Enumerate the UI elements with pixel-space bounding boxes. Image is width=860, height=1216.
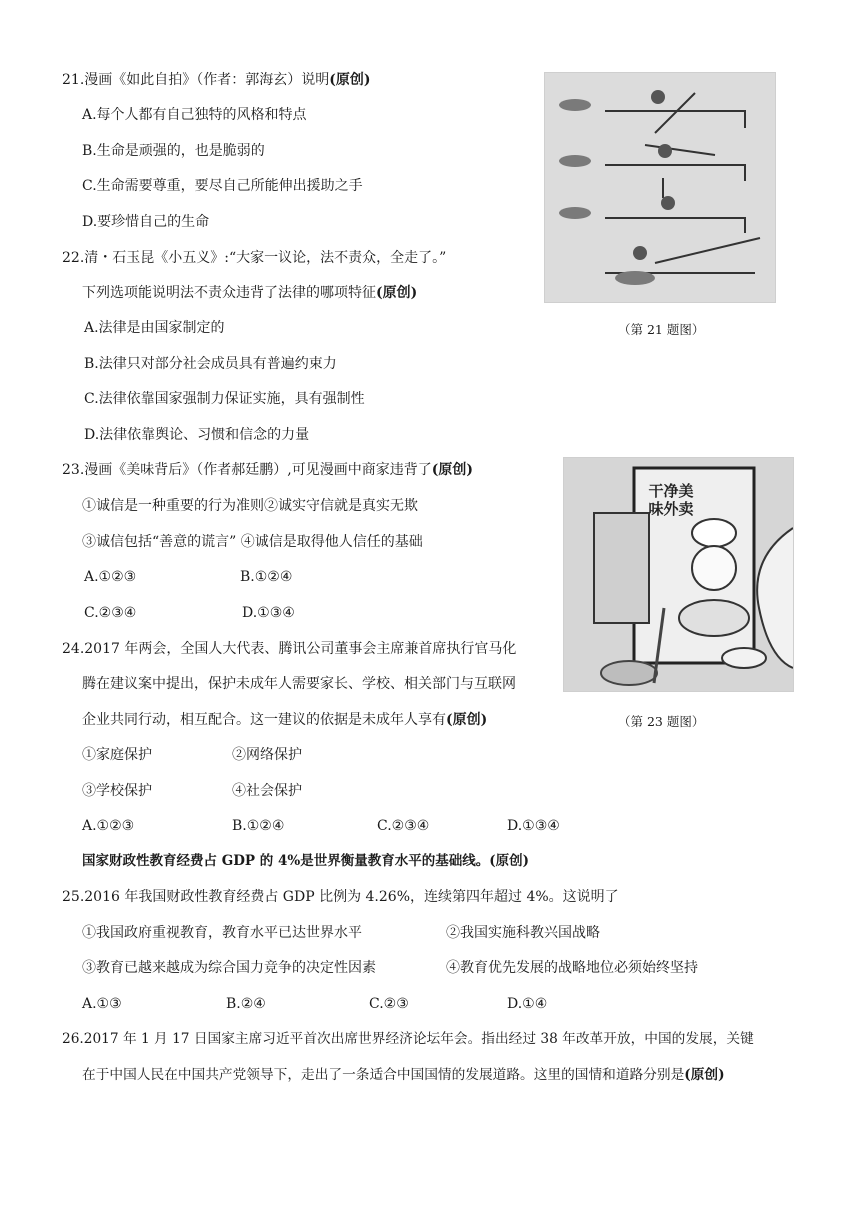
q22-option-b: B.法律只对部分社会成员具有普遍约束力 (84, 356, 337, 372)
fig23-caption: （第 23 题图） (618, 714, 705, 729)
q24-line-3: 企业共同行动，相互配合。这一建议的依据是未成年人享有(原创) (82, 712, 488, 728)
q24-line-1: 24.2017 年两会，全国人大代表、腾讯公司董事会主席兼首席执行官马化 (62, 641, 517, 657)
q25-item-4: ④教育优先发展的战略地位必须始终坚持 (446, 960, 698, 976)
q23-option-a: A.①②③ (84, 569, 137, 585)
q21-option-d: D.要珍惜自己的生命 (82, 214, 210, 230)
q22-sub: 下列选项能说明法不责众违背了法律的哪项特征(原创) (82, 285, 418, 301)
q21-option-b: B.生命是顽强的，也是脆弱的 (82, 143, 265, 159)
comic-behind-the-taste-image (563, 457, 794, 692)
q24-option-b: B.①②④ (232, 818, 285, 834)
q23-statements-1: ①诚信是一种重要的行为准则②诚实守信就是真实无欺 (82, 498, 418, 514)
q24-option-c: C.②③④ (377, 818, 430, 834)
q25-item-2: ②我国实施科教兴国战略 (446, 925, 600, 941)
fig21-caption: （第 21 题图） (618, 322, 705, 337)
q24-item-3: ③学校保护 (82, 783, 152, 799)
q25-option-c: C.②③ (369, 996, 409, 1012)
bold-note: 国家财政性教育经费占 GDP 的 4%是世界衡量教育水平的基础线。(原创) (82, 853, 529, 869)
q24-option-a: A.①②③ (82, 818, 135, 834)
q23-option-d: D.①③④ (242, 605, 295, 621)
q24-line-2: 腾在建议案中提出，保护未成年人需要家长、学校、相关部门与互联网 (82, 676, 516, 692)
q22-option-d: D.法律依靠舆论、习惯和信念的力量 (84, 427, 310, 443)
q26-line-2: 在于中国人民在中国共产党领导下，走出了一条适合中国国情的发展道路。这里的国情和道路分别是(原创) (82, 1067, 725, 1083)
q24-item-2: ②网络保护 (232, 747, 302, 763)
q24-item-1: ①家庭保护 (82, 747, 152, 763)
q23-statements-2: ③诚信包括“善意的谎言” ④诚信是取得他人信任的基础 (82, 534, 423, 550)
q25-stem: 25.2016 年我国财政性教育经费占 GDP 比例为 4.26%，连续第四年超过 4%。这说明了 (62, 889, 619, 905)
q25-item-1: ①我国政府重视教育，教育水平已达世界水平 (82, 925, 362, 941)
q25-option-a: A.①③ (82, 996, 122, 1012)
q22-option-c: C.法律依靠国家强制力保证实施，具有强制性 (84, 391, 365, 407)
q22-option-a: A.法律是由国家制定的 (84, 320, 225, 336)
q22-stem: 22.清・石玉昆《小五义》:“大家一议论，法不责众，全走了。” (62, 250, 447, 266)
q23-option-b: B.①②④ (240, 569, 293, 585)
q21-option-c: C.生命需要尊重，要尽自己所能伸出援助之手 (82, 178, 363, 194)
q21-stem: 21.漫画《如此自拍》（作者：郭海玄）说明(原创) (62, 72, 371, 88)
comic-self-portrait-image (544, 72, 776, 303)
q25-option-d: D.①④ (507, 996, 548, 1012)
q26-line-1: 26.2017 年 1 月 17 日国家主席习近平首次出席世界经济论坛年会。指出经过 38 年改革开放，中国的发展，关键 (62, 1031, 754, 1047)
q23-option-c: C.②③④ (84, 605, 137, 621)
q23-stem: 23.漫画《美味背后》（作者郝廷鹏）,可见漫画中商家违背了(原创) (62, 462, 473, 478)
q21-option-a: A.每个人都有自己独特的风格和特点 (82, 107, 307, 123)
q25-option-b: B.②④ (226, 996, 266, 1012)
q25-item-3: ③教育已越来越成为综合国力竞争的决定性因素 (82, 960, 376, 976)
q24-item-4: ④社会保护 (232, 783, 302, 799)
q24-option-d: D.①③④ (507, 818, 560, 834)
comic-sign-text: 干净美味外卖 (648, 482, 694, 518)
